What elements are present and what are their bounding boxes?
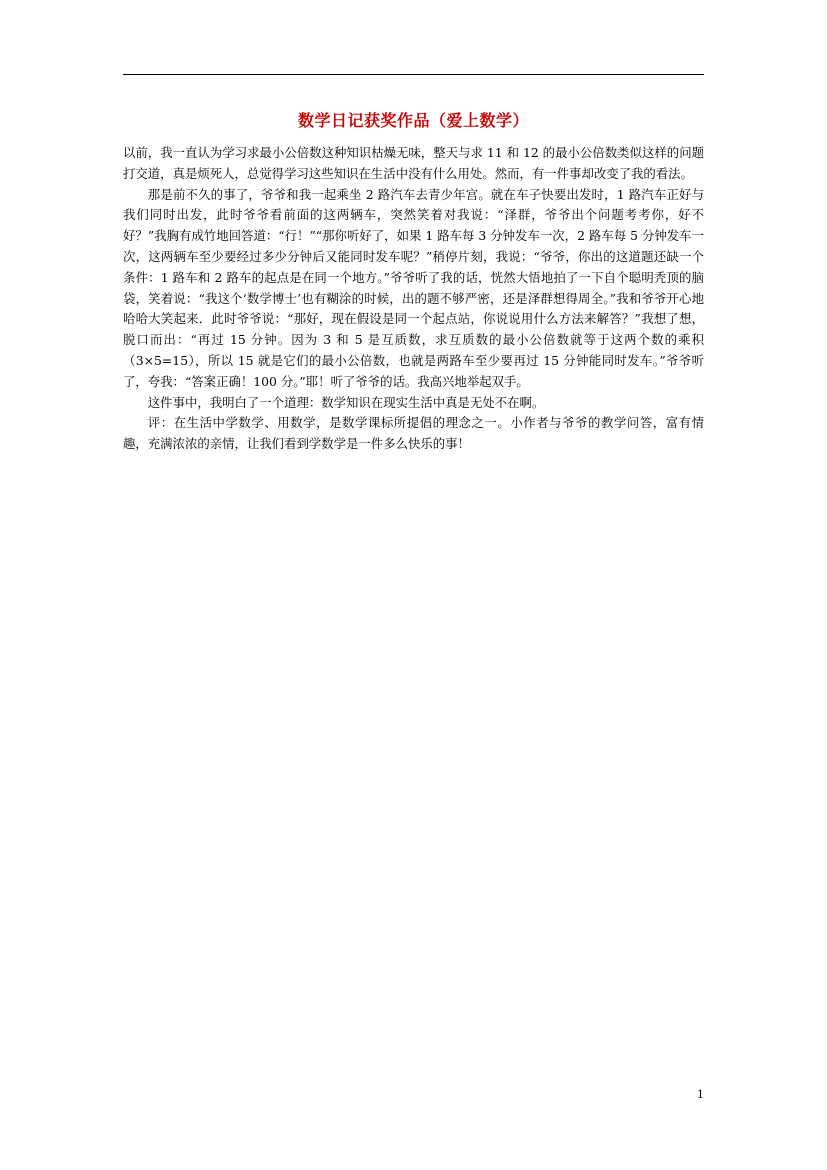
paragraph-intro: 以前，我一直认为学习求最小公倍数这种知识枯燥无味，整天与求 11 和 12 的最小公倍数类似这样的问题打交道，真是烦死人，总觉得学习这些知识在生活中没有什么用处。然而，有一件事却改变了我的看法。 [123,145,704,181]
page-title: 数学日记获奖作品（爱上数学） [297,111,529,130]
document-body [123,143,704,455]
paragraph-lesson: 这件事中，我明白了一个道理：数学知识在现实生活中真是无处不在啊。 [147,394,545,410]
page-number: 1 [697,1088,704,1101]
paragraph-story: 那是前不久的事了，爷爷和我一起乘坐 2 路汽车去青少年宫。就在车子快要出发时，1 路汽车正好与我们同时出发，此时爷爷看前面的这两辆车，突然笑着对我说：“泽群，爷爷出个问题考考你，好不好？”我胸有成竹地回答道：“行！”“那你听好了，如果 1 路车每 3 分钟发车一次，2 路车每 5 分钟发车一次，这两辆车至少要经过多少分钟后又能同时发车呢？”稍停片刻，我说：“爷爷，你出的这道题还缺一个条件：1 路车和 2 路车的起点是在同一个地方。”爷爷听了我的话，恍然大悟地拍了一下自个聪明秃顶的脑袋，笑着说：“我这个‘数学博士’也有糊涂的时候，出的题不够严密，还是泽群想得周全。”我和爷爷开心地哈哈大笑起来．此时爷爷说：“那好，现在假设是同一个起点站，你说说用什么方法来解答？”我想了想，脱口而出：“再过 15 分钟。因为 3 和 5 是互质数，求互质数的最小公倍数就等于这两个数的乘积（3×5=15），所以 15 就是它们的最小公倍数，也就是两路车至少要再过 15 分钟能同时发车。”爷爷听了，夸我：“答案正确！100 分。”耶！听了爷爷的话。我高兴地举起双手。 [123,186,704,389]
header-rule [123,74,704,75]
paragraph-comment: 评：在生活中学数学、用数学，是数学课标所提倡的理念之一。小作者与爷爷的教学问答，富有情趣，充满浓浓的亲情，让我们看到学数学是一件多么快乐的事！ [123,415,704,452]
